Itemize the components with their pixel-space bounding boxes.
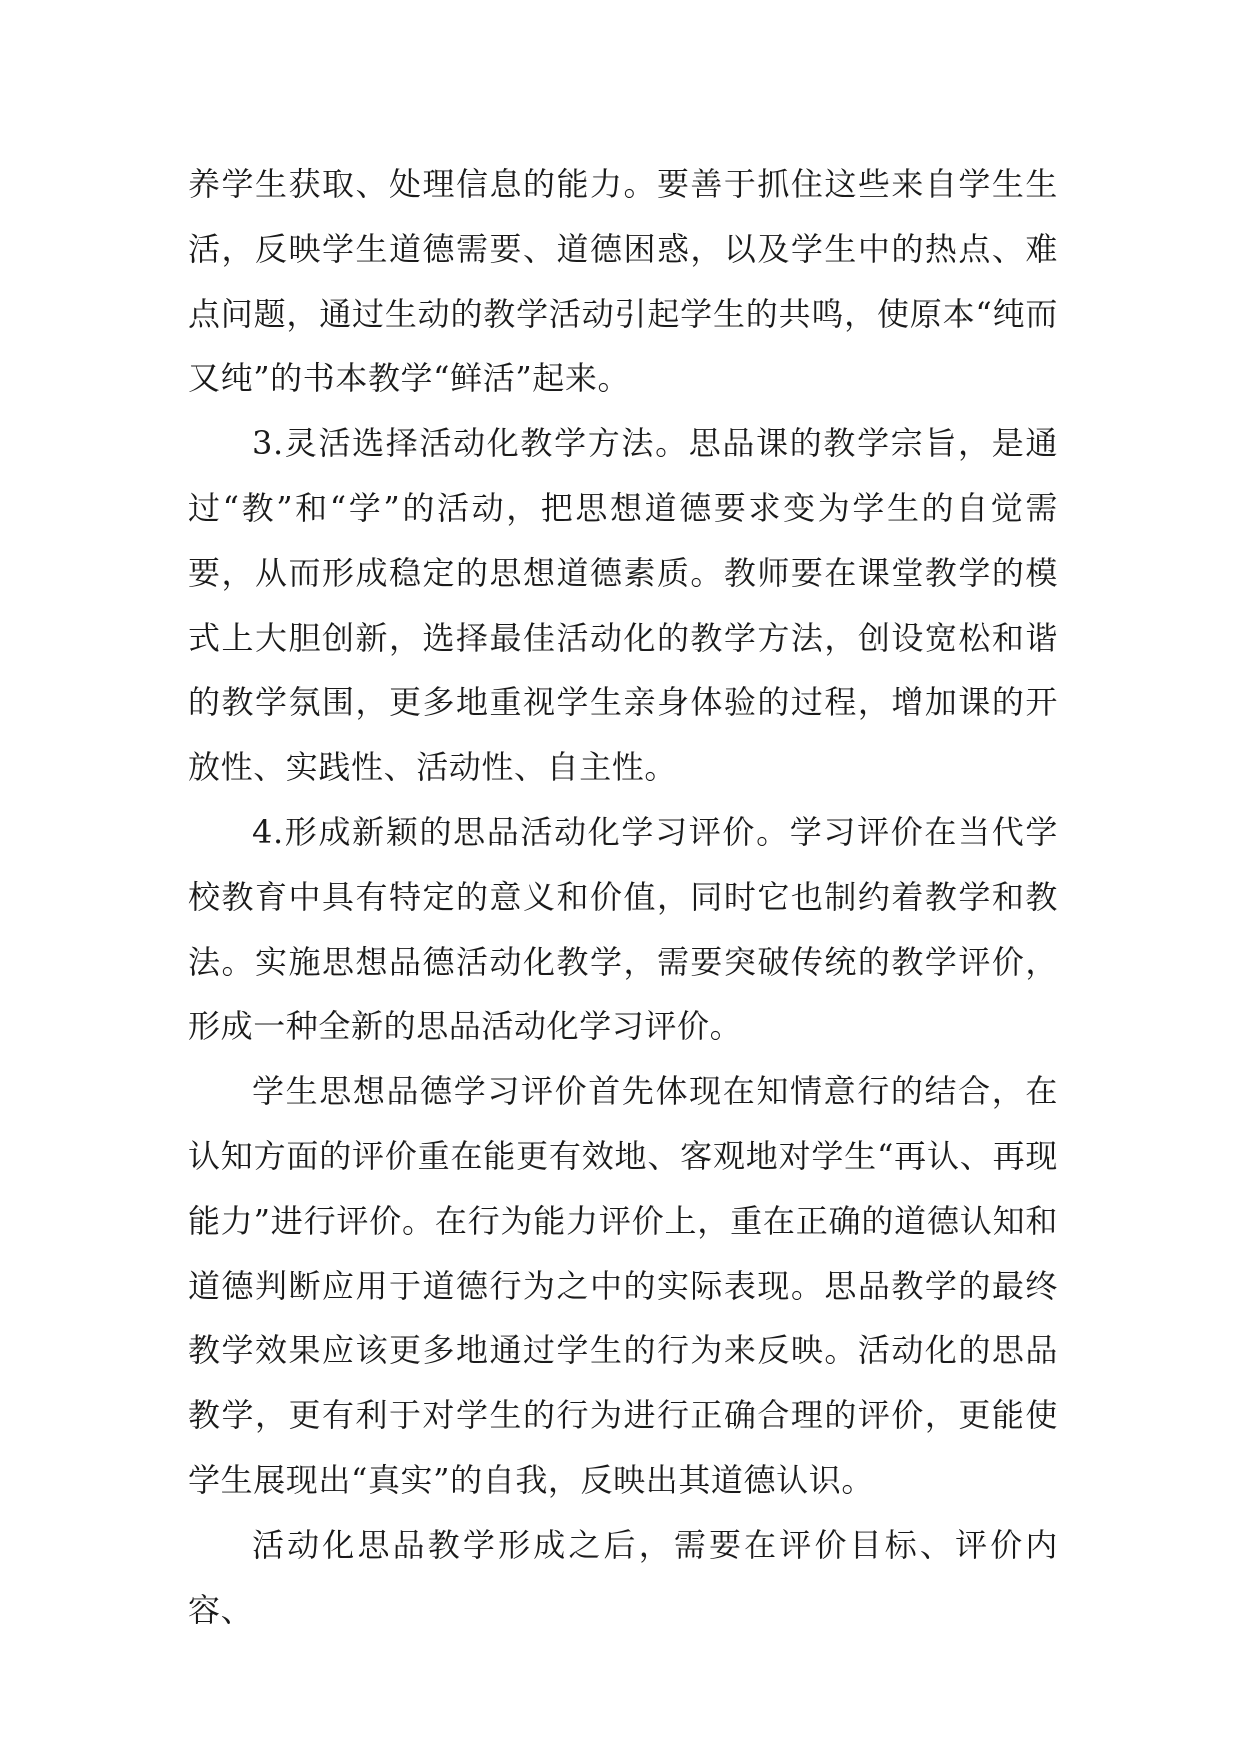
document-body: [188, 152, 1058, 1642]
paragraph-evaluation: 学生思想品德学习评价首先体现在知情意行的结合，在认知方面的评价重在能更有效地、客观地对学生“再认、再现能力”进行评价。在行为能力评价上，重在正确的道德认知和道德判断应用于道德行为之中的实际表现。思品教学的最终教学效果应该更多地通过学生的行为来反映。活动化的思品教学，更有利于对学生的行为进行正确合理的评价，更能使学生展现出“真实”的自我，反映出其道德认识。: [188, 1072, 1058, 1499]
paragraph-item-3: 3.灵活选择活动化教学方法。思品课的教学宗旨，是通过“教”和“学”的活动，把思想道德要求变为学生的自觉需要，从而形成稳定的思想道德素质。教师要在课堂教学的模式上大胆创新，选择最佳活动化的教学方法，创设宽松和谐的教学氛围，更多地重视学生亲身体验的过程，增加课的开放性、实践性、活动性、自主性。: [188, 424, 1058, 787]
paragraph-continuation: 养学生获取、处理信息的能力。要善于抓住这些来自学生生活，反映学生道德需要、道德困惑，以及学生中的热点、难点问题，通过生动的教学活动引起学生的共鸣，使原本“纯而又纯”的书本教学“鲜活”起来。: [188, 165, 1058, 398]
paragraph-final: 活动化思品教学形成之后，需要在评价目标、评价内容、: [188, 1525, 1058, 1629]
paragraph-item-4: 4.形成新颖的思品活动化学习评价。学习评价在当代学校教育中具有特定的意义和价值，同时它也制约着教学和教法。实施思想品德活动化教学，需要突破传统的教学评价，形成一种全新的思品活动化学习评价。: [188, 812, 1058, 1046]
